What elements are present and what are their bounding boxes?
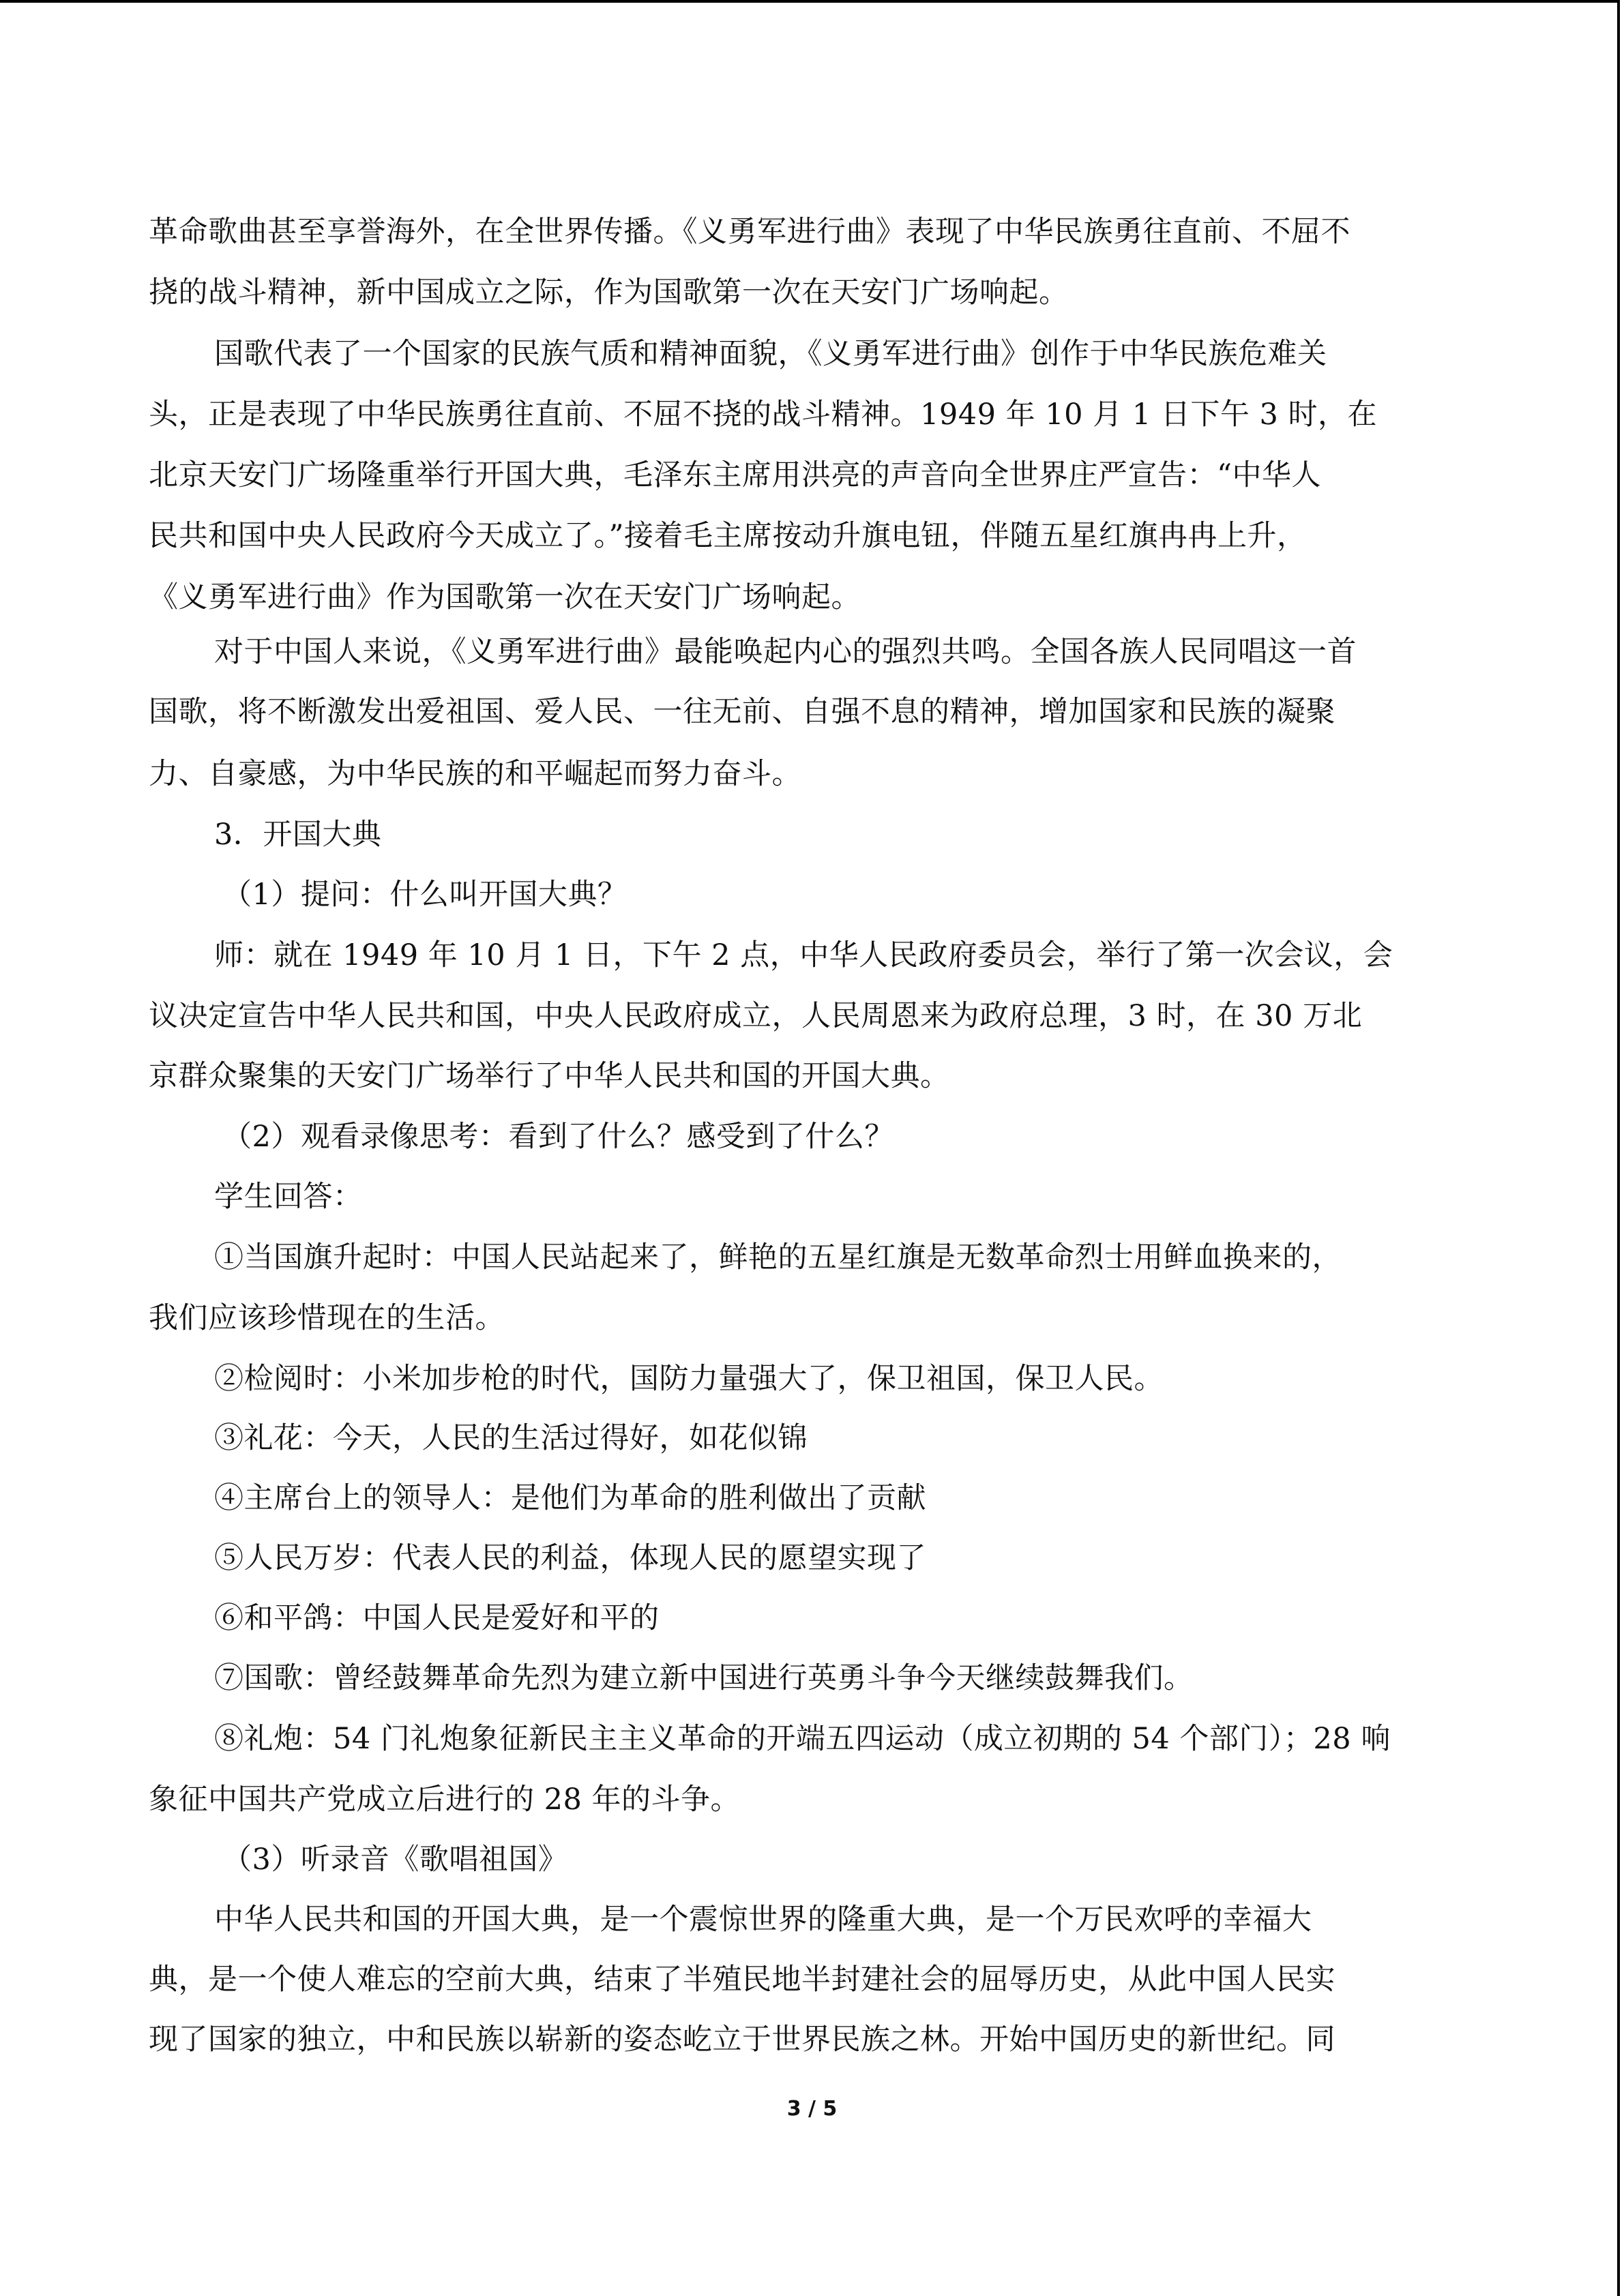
text-line: 典，是一个使人难忘的空前大典，结束了半殖民地半封建社会的屈辱历史，从此中国人民实 [149,1963,1335,1997]
list-item: ⑧礼炮：54 门礼炮象征新民主主义革命的开端五四运动（成立初期的 54 个部门）；28 响 [214,1722,1391,1756]
text-line: 我们应该珍惜现在的生活。 [149,1301,505,1335]
text-line: 京群众聚集的天安门广场举行了中华人民共和国的开国大典。 [149,1059,950,1093]
list-item: ③礼花：今天，人民的生活过得好，如花似锦 [214,1421,808,1455]
section-heading: 3．开国大典 [214,818,382,852]
page-number: 3 / 5 [786,2097,838,2121]
paragraph-start-line: 中华人民共和国的开国大典，是一个震惊世界的隆重大典，是一个万民欢呼的幸福大 [214,1903,1312,1937]
list-item: ⑤人民万岁：代表人民的利益，体现人民的愿望实现了 [214,1541,926,1575]
question-line: （1）提问：什么叫开国大典？ [222,878,628,912]
text-line: 国歌，将不断激发出爱祖国、爱人民、一往无前、自强不息的精神，增加国家和民族的凝聚 [149,695,1335,729]
text-line: 现了国家的独立，中和民族以崭新的姿态屹立于世界民族之林。开始中国历史的新世纪。同 [149,2023,1335,2057]
text-line: 象征中国共产党成立后进行的 28 年的斗争。 [149,1783,741,1817]
text-line: 头，正是表现了中华民族勇往直前、不屈不挠的战斗精神。1949 年 10 月 1 日下午 3 时，在 [149,398,1378,432]
list-item: ⑥和平鸽：中国人民是爱好和平的 [214,1601,660,1635]
text-line: 革命歌曲甚至享誉海外，在全世界传播。《义勇军进行曲》表现了中华民族勇往直前、不屈不 [149,215,1350,249]
list-item: ⑦国歌：曾经鼓舞革命先烈为建立新中国进行英勇斗争今天继续鼓舞我们。 [214,1661,1194,1695]
text-line: 力、自豪感，为中华民族的和平崛起而努力奋斗。 [149,757,801,791]
paragraph-start-line: 学生回答： [214,1180,363,1214]
text-line: 北京天安门广场隆重举行开国大典，毛泽东主席用洪亮的声音向全世界庄严宣告：“中华人 [149,458,1321,492]
text-line: 民共和国中央人民政府今天成立了。”接着毛主席按动升旗电钮，伴随五星红旗冉冉上升， [149,519,1307,553]
paragraph-start-line: 对于中国人来说，《义勇军进行曲》最能唤起内心的强烈共鸣。全国各族人民同唱这一首 [214,635,1357,669]
question-line: （2）观看录像思考：看到了什么？感受到了什么？ [222,1120,894,1154]
paragraph-start-line: 师：就在 1949 年 10 月 1 日，下午 2 点，中华人民政府委员会，举行了第一次会议，会 [214,938,1393,972]
text-line: 《义勇军进行曲》作为国歌第一次在天安门广场响起。 [149,580,861,614]
list-item: ①当国旗升起时：中国人民站起来了，鲜艳的五星红旗是无数革命烈士用鲜血换来的， [214,1240,1342,1274]
text-line: 挠的战斗精神，新中国成立之际，作为国歌第一次在天安门广场响起。 [149,275,1069,310]
text-line: 议决定宣告中华人民共和国，中央人民政府成立，人民周恩来为政府总理，3 时，在 30 万北 [149,999,1363,1033]
list-item: ②检阅时：小米加步枪的时代，国防力量强大了，保卫祖国，保卫人民。 [214,1362,1164,1396]
paragraph-start-line: 国歌代表了一个国家的民族气质和精神面貌，《义勇军进行曲》创作于中华民族危难关 [214,337,1327,371]
question-line: （3）听录音《歌唱祖国》 [222,1843,568,1877]
list-item: ④主席台上的领导人：是他们为革命的胜利做出了贡献 [214,1481,926,1515]
